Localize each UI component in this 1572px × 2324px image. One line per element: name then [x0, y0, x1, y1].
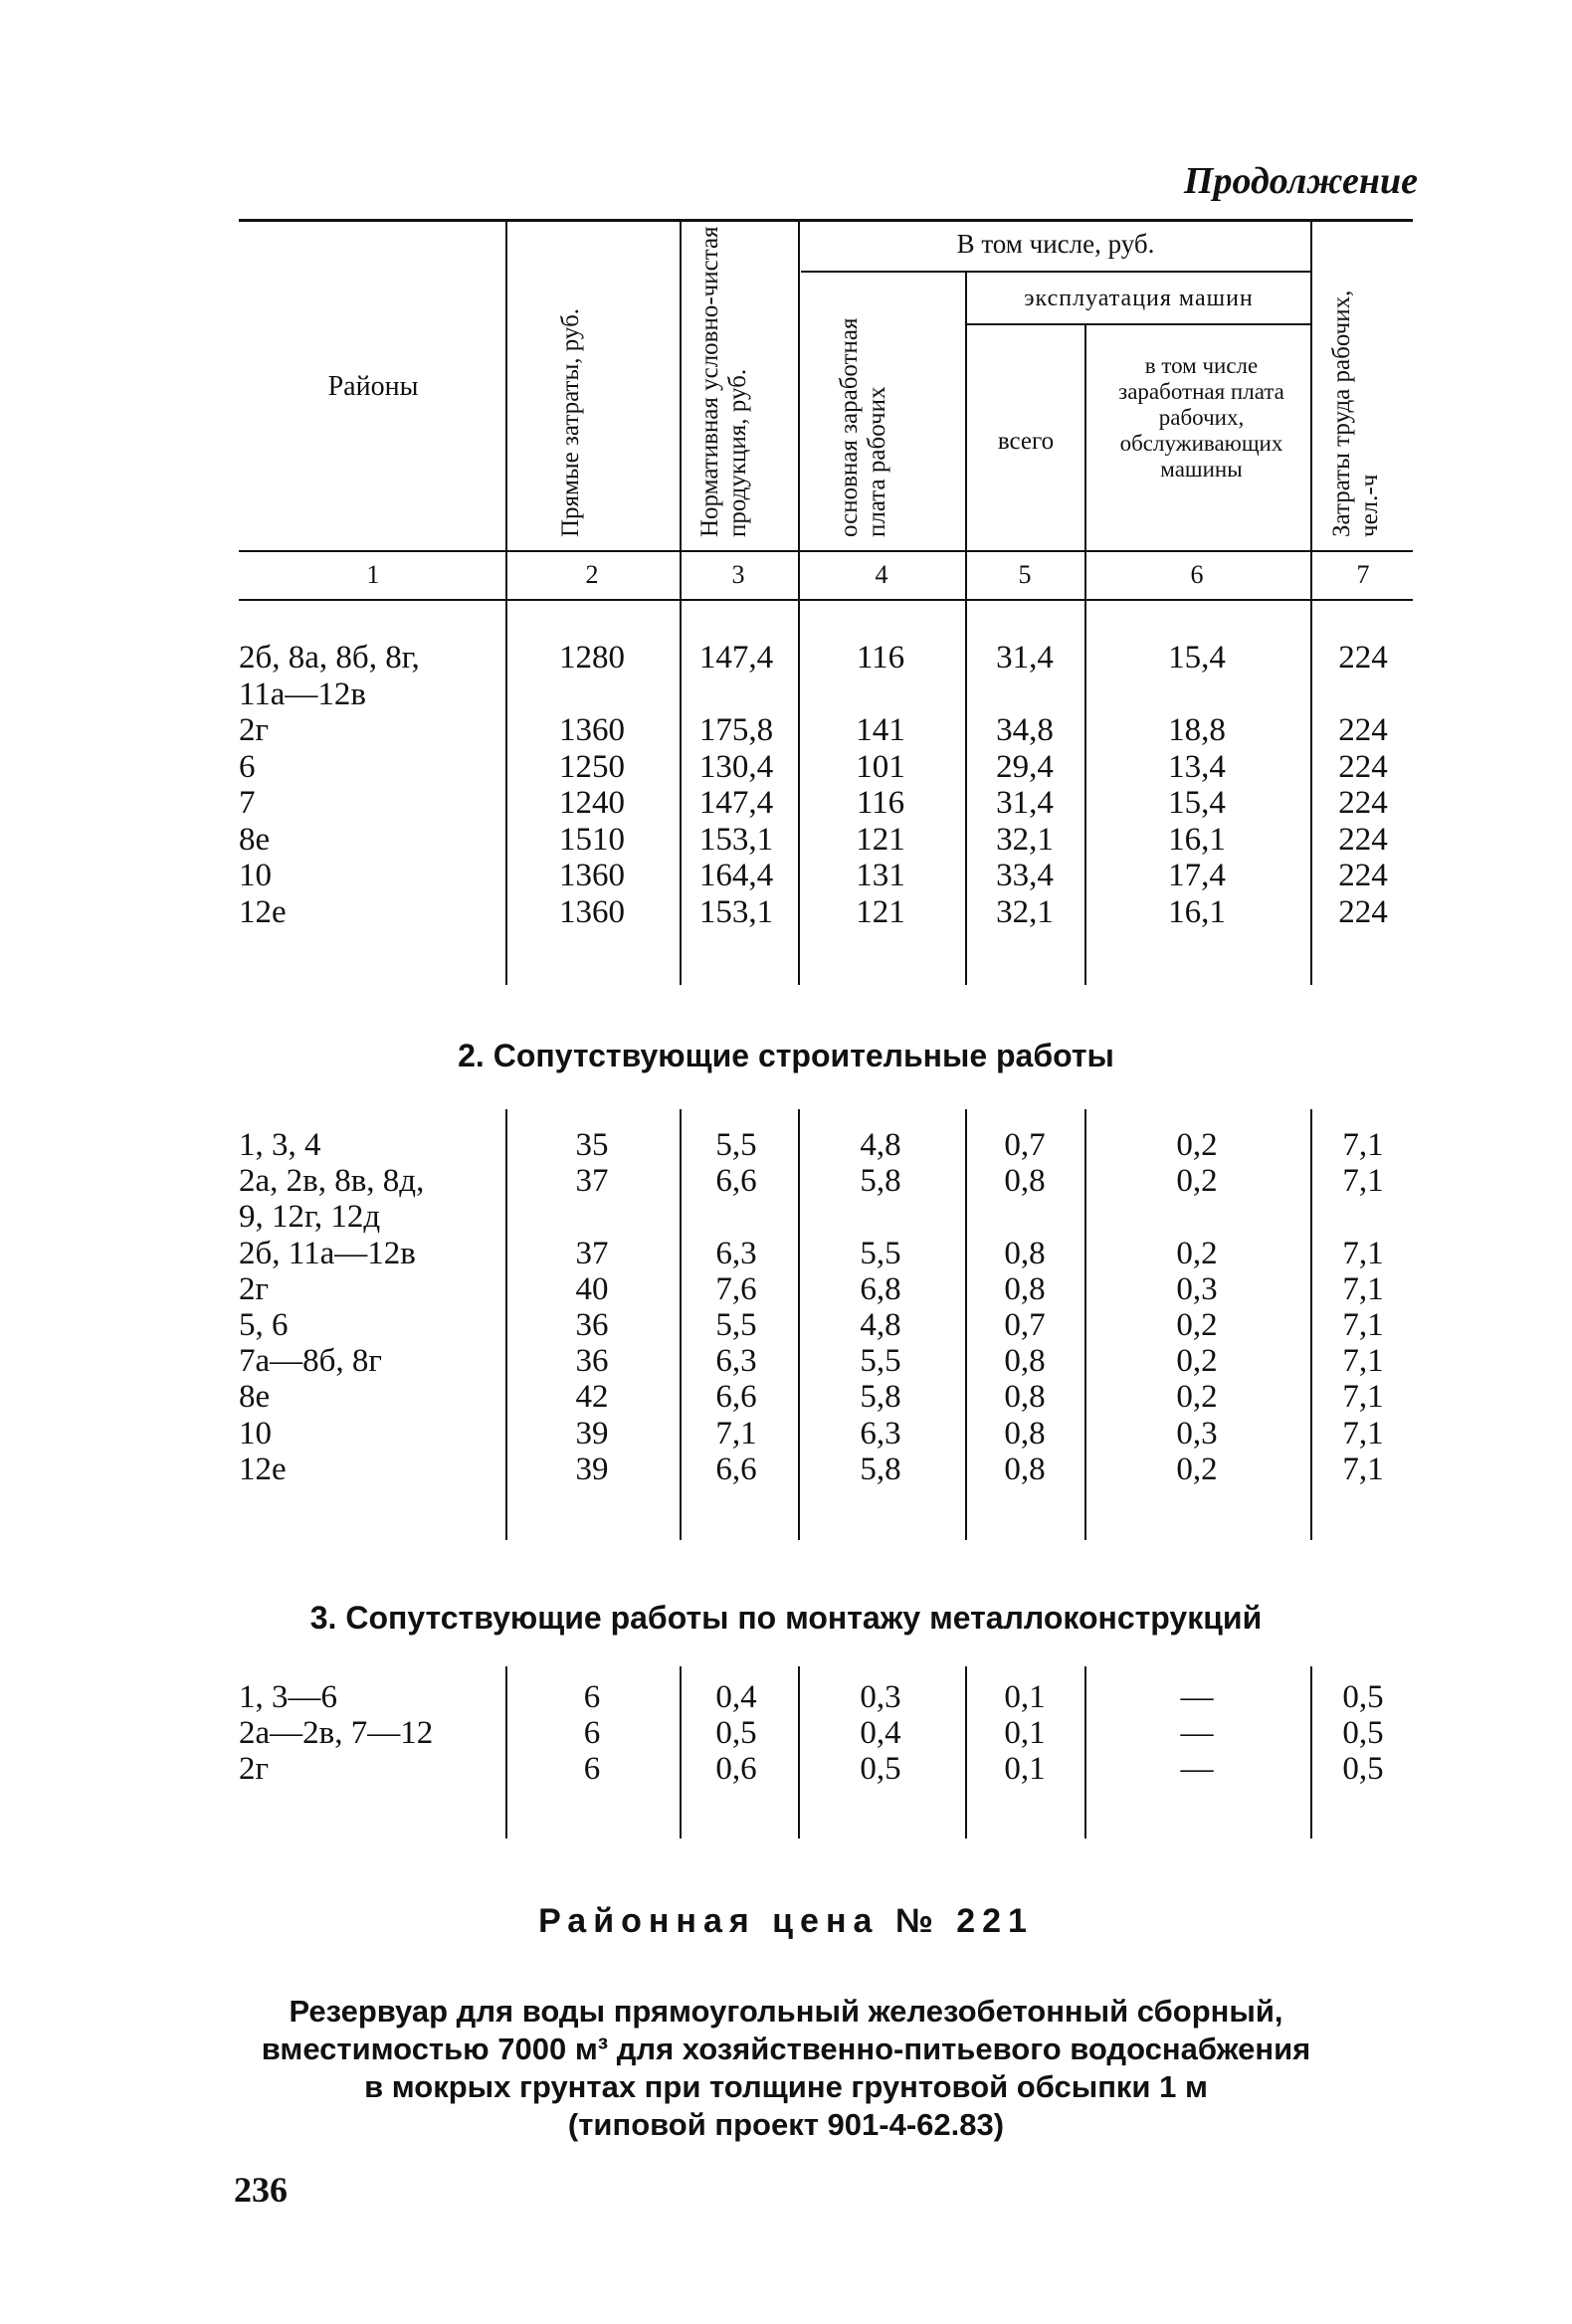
column-number: 6	[1190, 560, 1204, 589]
value-cell: 116	[856, 785, 905, 821]
value-cell: 39	[575, 1451, 609, 1487]
value-cell: 18,8	[1168, 712, 1226, 748]
district-cell: 10	[239, 858, 272, 893]
value-cell: 0,1	[1004, 1715, 1046, 1751]
value-cell: —	[1180, 1715, 1214, 1751]
value-cell: 224	[1338, 858, 1388, 893]
value-cell: 5,5	[860, 1235, 901, 1271]
header-machine-wages: в том числе заработная плата рабочих, обслуживающих машины	[1118, 353, 1284, 482]
header-divider	[680, 221, 682, 601]
value-cell: 0,8	[1004, 1270, 1046, 1307]
value-cell: 42	[575, 1379, 609, 1416]
value-cell: —	[1180, 1751, 1214, 1787]
value-cell: 7,1	[1342, 1451, 1384, 1487]
value-cell: 0,7	[1004, 1307, 1046, 1343]
value-cell: 5,8	[860, 1379, 901, 1416]
description-line: (типовой проект 901-4-62.83)	[567, 2107, 1005, 2142]
value-cell: 0,4	[715, 1679, 757, 1715]
value-cell: 101	[856, 748, 905, 785]
column-divider	[505, 1666, 507, 1839]
value-cell: 0,2	[1176, 1307, 1218, 1343]
value-cell: 0,5	[1342, 1751, 1384, 1787]
district-cell: 7	[239, 785, 256, 821]
numbers-bottom-rule	[239, 599, 1413, 601]
value-cell: 0,8	[1004, 1235, 1046, 1271]
value-cell: 6,6	[715, 1451, 757, 1487]
value-cell: 0,4	[860, 1715, 901, 1751]
value-cell: 131	[856, 858, 905, 893]
value-cell: 35	[575, 1127, 609, 1163]
header-divider	[1084, 325, 1086, 601]
column-number: 2	[585, 560, 599, 589]
value-cell: 6,8	[860, 1270, 901, 1307]
value-cell: 5,5	[860, 1343, 901, 1380]
header-districts: Районы	[327, 371, 419, 402]
value-cell: 40	[575, 1270, 609, 1307]
value-cell: 34,8	[996, 712, 1054, 748]
value-cell: 32,1	[996, 893, 1054, 930]
value-cell: 7,1	[1342, 1307, 1384, 1343]
value-cell: —	[1180, 1679, 1214, 1715]
column-number: 1	[366, 560, 380, 589]
header-divider	[798, 221, 800, 601]
value-cell: 0,2	[1176, 1163, 1218, 1200]
value-cell: 6,3	[860, 1415, 901, 1452]
value-cell: 130,4	[698, 748, 774, 785]
value-cell: 0,8	[1004, 1343, 1046, 1380]
value-cell: 141	[856, 712, 905, 748]
district-cell: 1, 3, 4	[239, 1127, 321, 1163]
district-cell: 2г	[239, 712, 270, 748]
value-cell: 224	[1338, 821, 1388, 858]
value-cell: 13,4	[1168, 748, 1226, 785]
district-cell: 2б, 8а, 8б, 8г,	[239, 640, 420, 676]
value-cell: 7,1	[1342, 1163, 1384, 1200]
district-cell: 7а—8б, 8г	[239, 1343, 382, 1380]
value-cell: 31,4	[996, 640, 1054, 676]
header-normative-production: Нормативная условно-чистая продукция, руб.	[696, 226, 751, 537]
value-cell: 39	[575, 1415, 609, 1452]
group-sub-rule	[801, 271, 1310, 273]
value-cell: 0,5	[1342, 1679, 1384, 1715]
value-cell: 6	[583, 1715, 601, 1751]
value-cell: 1360	[559, 858, 625, 893]
value-cell: 0,6	[715, 1751, 757, 1787]
description-line: в мокрых грунтах при толщине грунтовой обсыпки 1 м	[364, 2069, 1208, 2104]
district-cell: 10	[239, 1415, 272, 1452]
header-bottom-rule	[239, 550, 1413, 552]
value-cell: 0,5	[715, 1715, 757, 1751]
value-cell: 1280	[559, 640, 625, 676]
header-total: всего	[997, 428, 1055, 455]
section-3-title: 3. Сопутствующие работы по монтажу металлоконструкций	[309, 1600, 1263, 1636]
value-cell: 0,2	[1176, 1343, 1218, 1380]
value-cell: 0,8	[1004, 1451, 1046, 1487]
value-cell: 7,1	[1342, 1270, 1384, 1307]
value-cell: 0,3	[1176, 1270, 1218, 1307]
district-cell: 2г	[239, 1751, 270, 1787]
district-cell: 8е	[239, 1379, 271, 1416]
value-cell: 37	[575, 1163, 609, 1200]
value-cell: 7,1	[1342, 1415, 1384, 1452]
value-cell: 1360	[559, 893, 625, 930]
value-cell: 121	[856, 821, 905, 858]
value-cell: 7,1	[1342, 1235, 1384, 1271]
column-divider	[505, 601, 507, 985]
value-cell: 29,4	[996, 748, 1054, 785]
value-cell: 1360	[559, 712, 625, 748]
value-cell: 147,4	[698, 640, 774, 676]
value-cell: 224	[1338, 893, 1388, 930]
machines-sub-rule	[965, 323, 1310, 325]
district-cell: 12е	[239, 1451, 287, 1487]
header-divider	[1310, 221, 1312, 601]
value-cell: 7,1	[1342, 1127, 1384, 1163]
value-cell: 17,4	[1168, 858, 1226, 893]
value-cell: 7,6	[715, 1270, 757, 1307]
value-cell: 0,7	[1004, 1127, 1046, 1163]
value-cell: 0,5	[1342, 1715, 1384, 1751]
value-cell: 15,4	[1168, 640, 1226, 676]
value-cell: 7,1	[1342, 1343, 1384, 1380]
description-line: Резервуар для воды прямоугольный железобетонный сборный,	[289, 1994, 1283, 2029]
value-cell: 164,4	[698, 858, 774, 893]
description	[199, 1993, 1373, 2144]
value-cell: 37	[575, 1235, 609, 1271]
value-cell: 153,1	[698, 821, 774, 858]
continued-label: Продолжение	[1183, 160, 1418, 202]
value-cell: 147,4	[698, 785, 774, 821]
column-number: 7	[1356, 560, 1370, 589]
value-cell: 32,1	[996, 821, 1054, 858]
header-group-label: В том числе, руб.	[956, 229, 1155, 259]
value-cell: 0,3	[860, 1679, 901, 1715]
value-cell: 224	[1338, 712, 1388, 748]
value-cell: 1240	[559, 785, 625, 821]
section-2-title: 2. Сопутствующие строительные работы	[458, 1038, 1114, 1073]
value-cell: 6,3	[715, 1343, 757, 1380]
value-cell: 0,8	[1004, 1163, 1046, 1200]
value-cell: 5,5	[715, 1307, 757, 1343]
value-cell: 0,1	[1004, 1751, 1046, 1787]
column-number: 5	[1018, 560, 1032, 589]
value-cell: 5,8	[860, 1451, 901, 1487]
value-cell: 4,8	[860, 1127, 901, 1163]
description-line: вместимостью 7000 м³ для хозяйственно-питьевого водоснабжения	[261, 2032, 1311, 2066]
header-direct-costs: Прямые затраты, руб.	[557, 307, 584, 537]
value-cell: 1250	[559, 748, 625, 785]
value-cell: 36	[575, 1307, 609, 1343]
value-cell: 16,1	[1168, 821, 1226, 858]
district-cell: 9, 12г, 12д	[239, 1199, 381, 1236]
value-cell: 116	[856, 640, 905, 676]
district-cell: 2а, 2в, 8в, 8д,	[239, 1163, 425, 1200]
value-cell: 6	[583, 1679, 601, 1715]
value-cell: 31,4	[996, 785, 1054, 821]
value-cell: 224	[1338, 785, 1388, 821]
value-cell: 5,8	[860, 1163, 901, 1200]
district-cell: 8е	[239, 821, 271, 858]
column-number: 4	[875, 560, 888, 589]
value-cell: 1510	[559, 821, 625, 858]
value-cell: 0,2	[1176, 1379, 1218, 1416]
district-cell: 2г	[239, 1270, 270, 1307]
header-labor-costs: Затраты труда рабочих, чел.-ч	[1328, 290, 1383, 537]
value-cell: 121	[856, 893, 905, 930]
district-cell: 6	[239, 748, 256, 785]
value-cell: 0,3	[1176, 1415, 1218, 1452]
header-machines: эксплуатация машин	[1024, 286, 1254, 311]
district-cell: 2б, 11а—12в	[239, 1235, 416, 1271]
header-top-rule	[239, 219, 1413, 222]
district-cell: 12е	[239, 893, 287, 930]
value-cell: 33,4	[996, 858, 1054, 893]
column-number: 3	[731, 560, 745, 589]
value-cell: 7,1	[1342, 1379, 1384, 1416]
value-cell: 6,6	[715, 1379, 757, 1416]
district-cell: 11а—12в	[239, 676, 367, 712]
value-cell: 16,1	[1168, 893, 1226, 930]
value-cell: 0,8	[1004, 1415, 1046, 1452]
value-cell: 0,2	[1176, 1235, 1218, 1271]
value-cell: 0,8	[1004, 1379, 1046, 1416]
value-cell: 153,1	[698, 893, 774, 930]
column-divider	[505, 1109, 507, 1540]
value-cell: 0,2	[1176, 1451, 1218, 1487]
value-cell: 6	[583, 1751, 601, 1787]
value-cell: 6,6	[715, 1163, 757, 1200]
value-cell: 224	[1338, 748, 1388, 785]
value-cell: 36	[575, 1343, 609, 1380]
district-cell: 2а—2в, 7—12	[239, 1715, 434, 1751]
value-cell: 6,3	[715, 1235, 757, 1271]
value-cell: 7,1	[715, 1415, 757, 1452]
page-number: 236	[234, 2170, 288, 2210]
value-cell: 0,1	[1004, 1679, 1046, 1715]
value-cell: 0,5	[860, 1751, 901, 1787]
value-cell: 15,4	[1168, 785, 1226, 821]
district-cell: 5, 6	[239, 1307, 289, 1343]
value-cell: 0,2	[1176, 1127, 1218, 1163]
header-base-wages: основная заработная плата рабочих	[836, 317, 890, 537]
price-title: Районная цена № 221	[538, 1902, 1034, 1940]
header-divider	[505, 221, 507, 601]
value-cell: 175,8	[698, 712, 774, 748]
value-cell: 5,5	[715, 1127, 757, 1163]
district-cell: 1, 3—6	[239, 1679, 337, 1715]
value-cell: 4,8	[860, 1307, 901, 1343]
value-cell: 224	[1338, 640, 1388, 676]
